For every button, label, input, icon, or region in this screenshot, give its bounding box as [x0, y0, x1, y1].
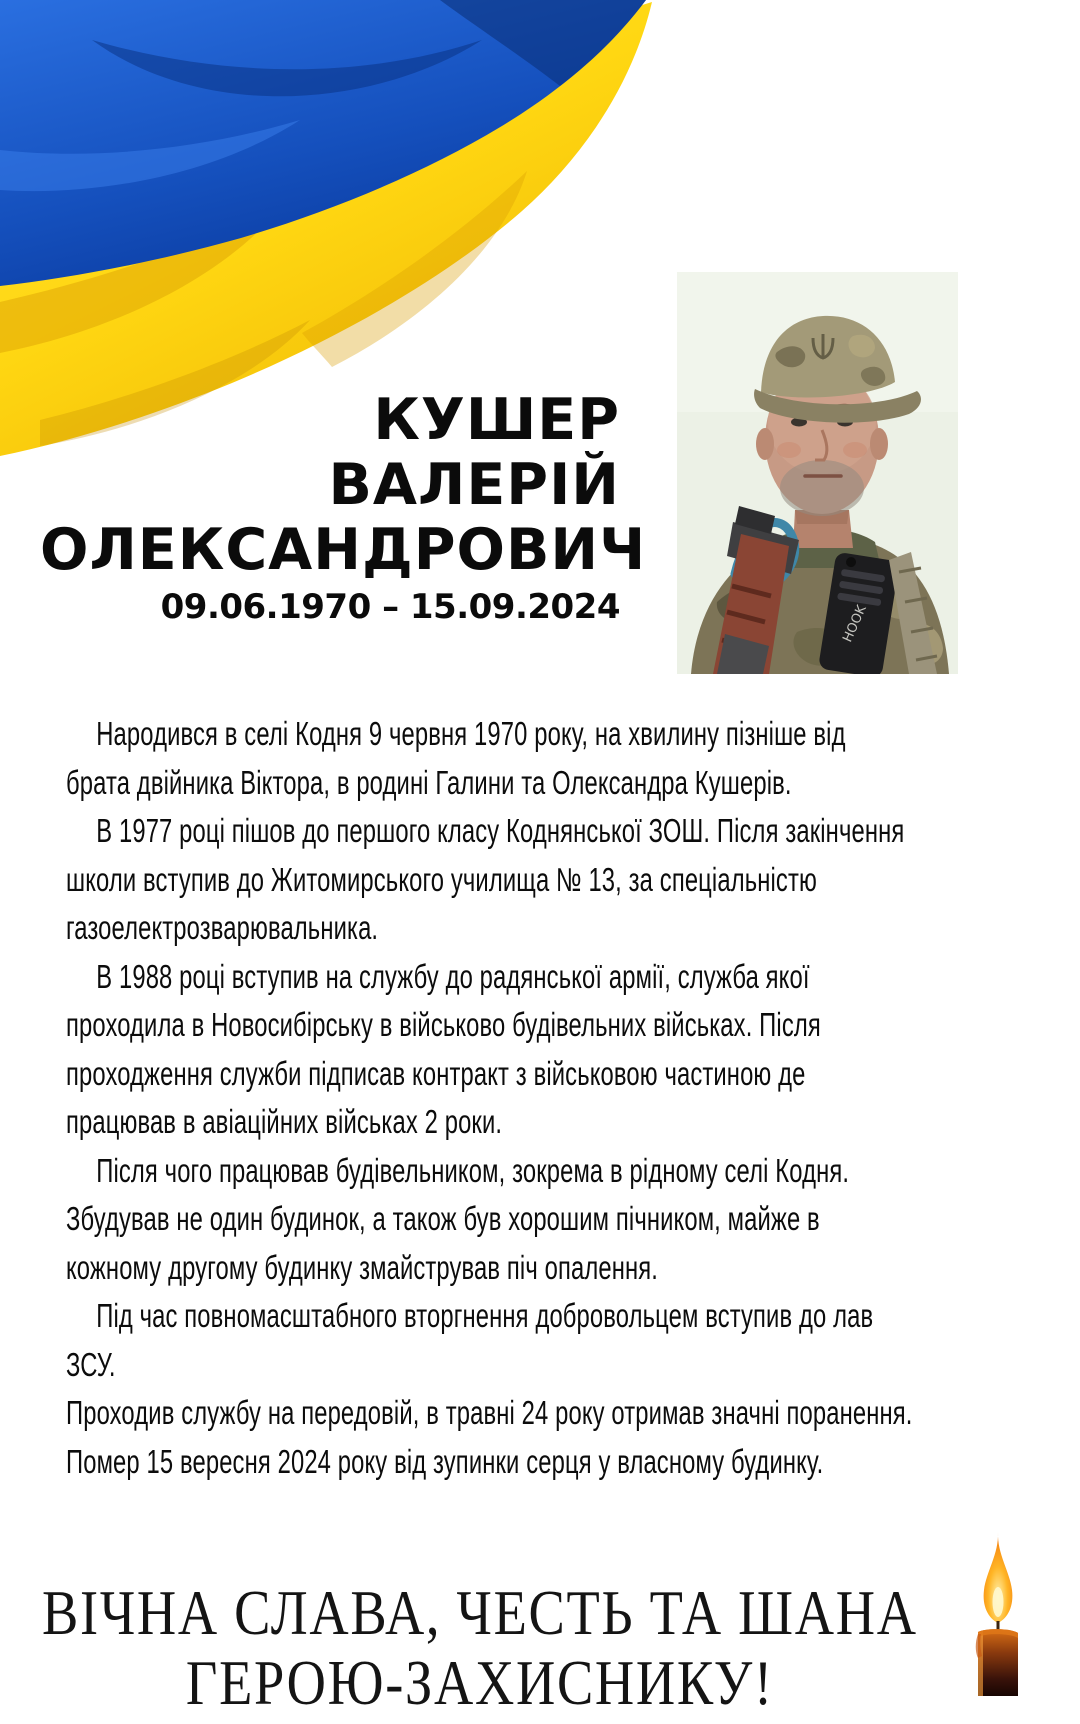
- surname: КУШЕР: [373, 387, 620, 453]
- bio-paragraph-work: Після чого працював будівельником, зокрема в рідному селі Кодня. Збудував не один будинок, а також був хорошим пічником, майже в кожному другому будинку змайстрував піч опалення.: [66, 1151, 850, 1286]
- radio-marking-text: HOOK: [840, 603, 870, 645]
- biography-section: [66, 710, 916, 1550]
- bio-paragraph-army: В 1988 році вступив на службу до радянської армії, служба якої проходила в Новосибірську в військово будівельних військах. Після проходження служби підписав контракт з військовою частиною де працював в авіаційних військах 2 роки.: [66, 957, 821, 1140]
- bio-paragraph-volunteer: Під час повномасштабного вторгнення добровольцем вступив до лав ЗСУ.: [66, 1297, 874, 1383]
- tribute-line-1: ВІЧНА СЛАВА, ЧЕСТЬ ТА ШАНА: [42, 1577, 918, 1648]
- tribute-line-2: ГЕРОЮ-ЗАХИСНИКУ!: [185, 1647, 774, 1718]
- candle-image: [972, 1528, 1024, 1698]
- portrait-photo: [677, 272, 958, 674]
- bio-paragraph-death: Проходив службу на передовій, в травні 24 року отримав значні поранення. Помер 15 вересня 2024 року від зупинки серця у власному будинку.: [66, 1394, 913, 1480]
- header-name-block: [40, 387, 647, 629]
- tribute-footer: [40, 1578, 920, 1718]
- bio-paragraph-birth: Народився в селі Кодня 9 червня 1970 року, на хвилину пізніше від брата двійника Віктора, в родині Галини та Олександра Кушерів.: [66, 715, 846, 801]
- stubble: [780, 460, 864, 516]
- life-dates: 09.06.1970 – 15.09.2024: [160, 587, 620, 627]
- candle-body: [978, 1629, 1018, 1696]
- bio-paragraph-school: В 1977 році пішов до першого класу Коднянської ЗОШ. Після закінчення школи вступив до Житомирського училища № 13, за спеціальністю газоелектрозварювальника.: [66, 812, 905, 946]
- patronymic: ОЛЕКСАНДРОВИЧ: [40, 517, 647, 583]
- first-name: ВАЛЕРІЙ: [328, 452, 620, 518]
